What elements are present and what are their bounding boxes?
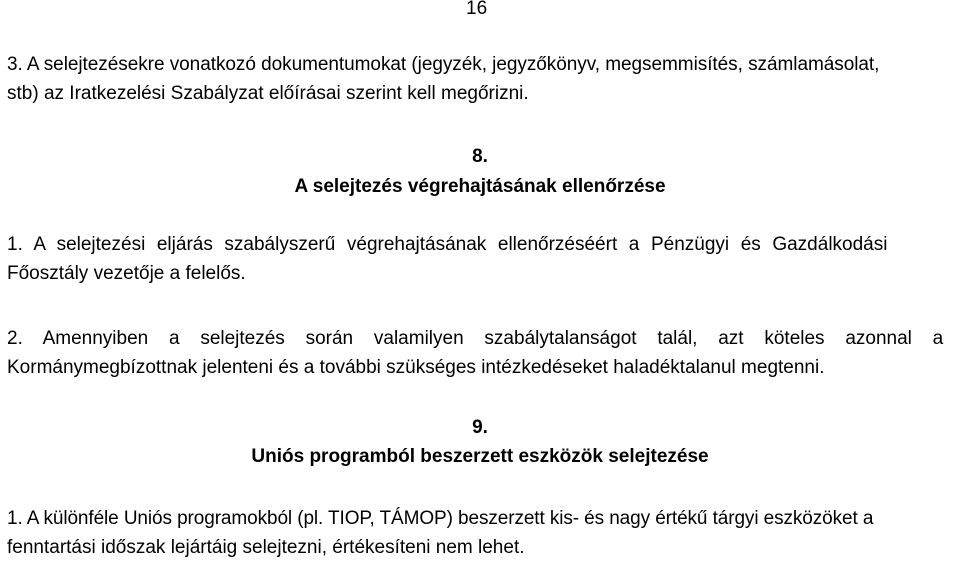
section-8-title: A selejtezés végrehajtásának ellenőrzése (294, 176, 666, 197)
section-8-paragraph-2-line-1: 2. Amennyiben a selejtezés során valamilyen szabálytalanságot talál, azt köteles azonnal a (7, 328, 944, 349)
section-9-title: Uniós programból beszerzett eszközök selejtezése (251, 446, 709, 467)
section-9-paragraph-1-line-2: fenntartási időszak lejártáig selejtezni, értékesíteni nem lehet. (7, 537, 525, 558)
section-8-number: 8. (472, 146, 488, 167)
section-8-paragraph-1-line-1: 1. A selejtezési eljárás szabályszerű végrehajtásának ellenőrzéséért a Pénzügyi és Gazdálkodási (7, 234, 888, 255)
section-8-paragraph-2 (7, 324, 953, 382)
section-9-paragraph-1 (7, 504, 953, 562)
section-9-paragraph-1-line-1: 1. A különféle Uniós programokból (pl. TIOP, TÁMOP) beszerzett kis- és nagy értékű tárgyi eszközöket a (7, 508, 874, 529)
section-8-paragraph-2-line-2: Kormánymegbízottnak jelenteni és a további szükséges intézkedéseket haladéktalanul megtenni. (7, 357, 825, 378)
section-8-paragraph-1 (7, 230, 953, 288)
page-number: 16 (466, 0, 488, 19)
paragraph-3-line-1: 3. A selejtezésekre vonatkozó dokumentumokat (jegyzék, jegyzőkönyv, megsemmisítés, számlamásolat, (7, 54, 880, 75)
paragraph-3 (7, 50, 953, 108)
section-8-paragraph-1-line-2: Főosztály vezetője a felelős. (7, 263, 246, 284)
section-9-number: 9. (472, 417, 488, 438)
paragraph-3-line-2: stb) az Iratkezelési Szabályzat előírásai szerint kell megőrizni. (7, 83, 529, 104)
